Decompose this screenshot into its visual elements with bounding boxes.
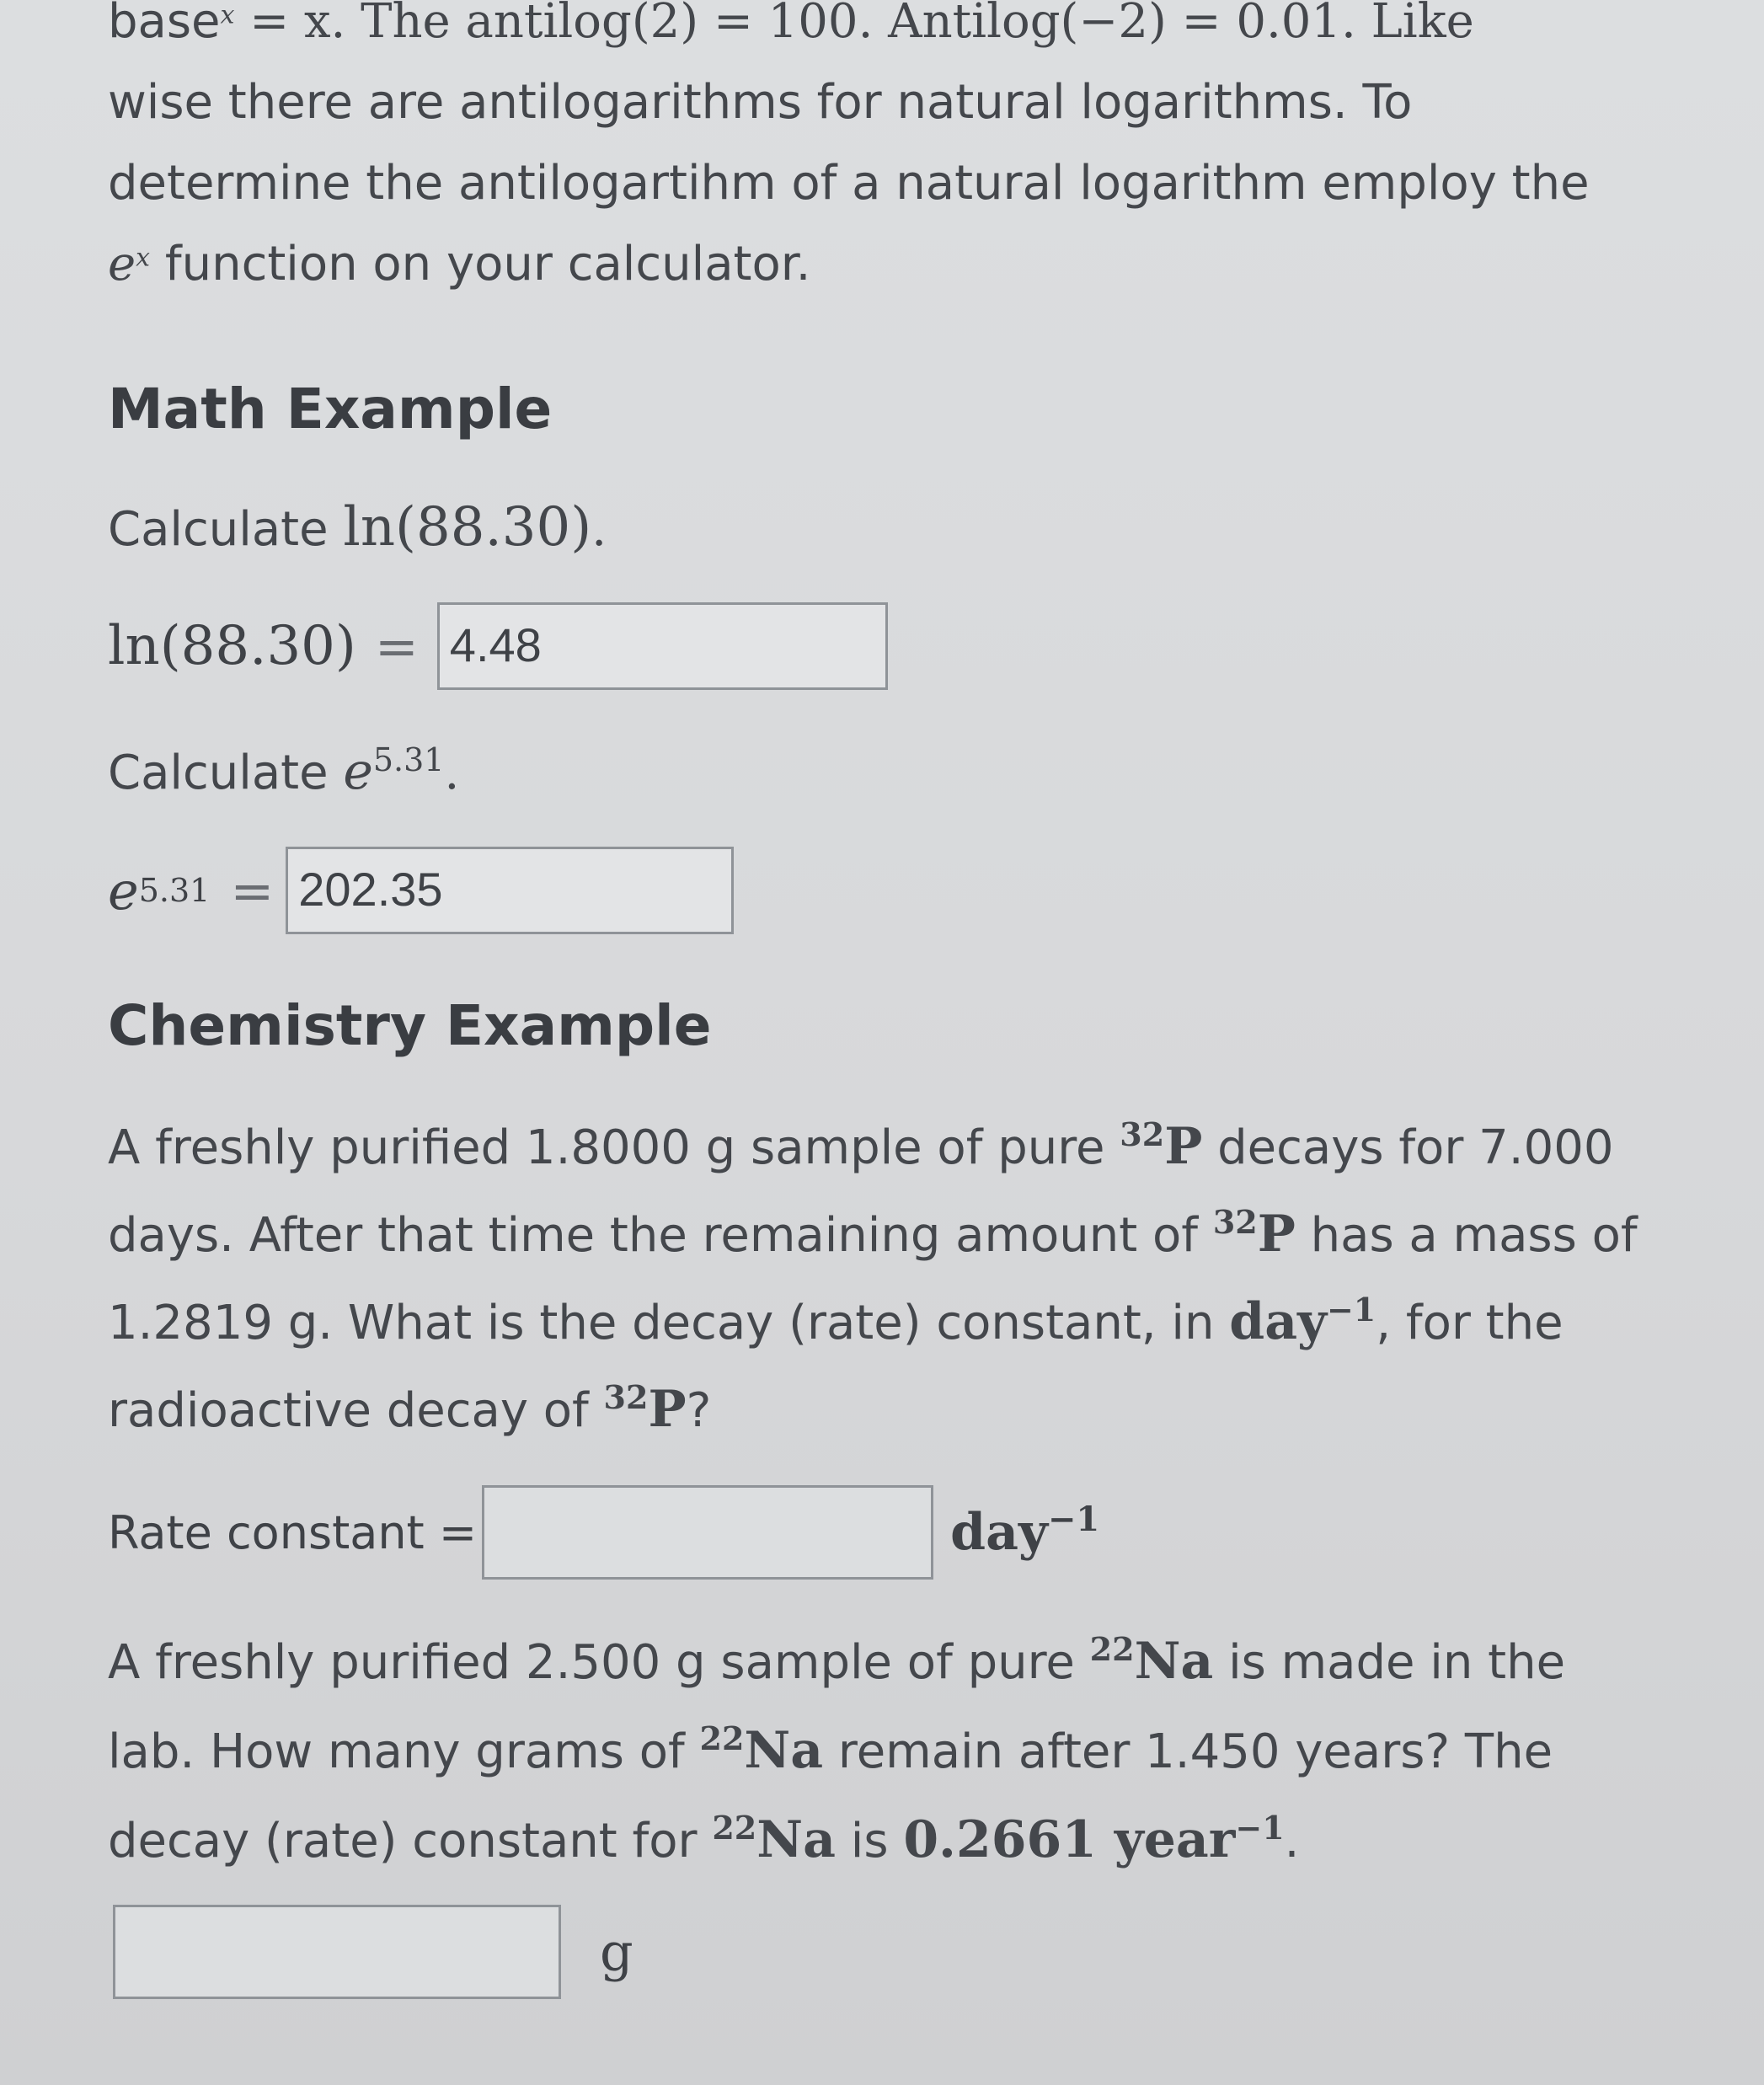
problem-1-line-4 <box>108 1366 1638 1454</box>
math-question-2 <box>108 731 459 814</box>
isotope-mass: 32 <box>603 1378 649 1417</box>
intro-text: function on your calculator. <box>150 237 811 291</box>
answer-label: ln(88.30) <box>108 615 356 677</box>
ln-answer-field[interactable]: 4.48 <box>437 602 888 690</box>
intro-line-2: wise there are antilogarithms for natural logarithms. To <box>108 75 1413 130</box>
element-symbol: P <box>1257 1205 1296 1264</box>
problem-text: , for the <box>1376 1296 1564 1350</box>
problem-text: A freshly purified 2.500 g sample of pure <box>108 1635 1090 1690</box>
problem-text: radioactive decay of <box>108 1383 604 1438</box>
question-prefix: Calculate <box>108 746 344 800</box>
problem-1-line-2 <box>108 1191 1638 1279</box>
problem-text: is made in the <box>1213 1635 1566 1690</box>
rate-constant-row <box>108 1486 1099 1579</box>
e-symbol: e <box>343 742 373 801</box>
problem-text: days. After that time the remaining amount of <box>108 1208 1213 1263</box>
intro-line-3: determine the antilogartihm of a natural logarithm employ the <box>108 156 1590 211</box>
intro-text: = x. The antilog(2) = 100. Antilog(−2) = 0.01. Like <box>234 0 1474 49</box>
unit-day: day <box>950 1503 1048 1562</box>
unit-exponent: −1 <box>1326 1291 1376 1329</box>
e-symbol: e <box>108 859 139 922</box>
problem-text: . <box>1284 1814 1300 1868</box>
question-suffix: . <box>591 502 607 557</box>
e-symbol: e <box>108 237 136 291</box>
isotope-mass: 22 <box>712 1809 757 1847</box>
intro-text: base <box>108 0 221 49</box>
problem-text: A freshly purified 1.8000 g sample of pure <box>108 1120 1120 1175</box>
problem-text: decays for 7.000 <box>1202 1120 1614 1175</box>
rate-constant-input[interactable] <box>482 1485 933 1580</box>
grams-unit: g <box>600 1921 633 1983</box>
element-symbol: P <box>648 1380 687 1439</box>
chem-problem-1 <box>108 1104 1638 1454</box>
problem-text: ? <box>686 1383 712 1438</box>
problem-text: 1.2819 g. What is the decay (rate) constant, in <box>108 1296 1230 1350</box>
unit-exponent: −1 <box>1235 1809 1285 1847</box>
problem-text: has a mass of <box>1295 1208 1638 1263</box>
problem-text: remain after 1.450 years? The <box>823 1724 1553 1779</box>
problem-1-line-1 <box>108 1104 1638 1191</box>
question-prefix: Calculate <box>108 502 344 557</box>
problem-text: lab. How many grams of <box>108 1724 700 1779</box>
element-symbol: Na <box>756 1810 836 1869</box>
intro-line-1 <box>108 0 1590 62</box>
math-answer-row-1 <box>108 600 888 692</box>
element-symbol: P <box>1164 1117 1203 1176</box>
math-answer-row-2: e 5.31 = 202.35 <box>108 844 734 937</box>
decay-constant-value: 0.2661 year <box>903 1810 1236 1869</box>
problem-2-line-2 <box>108 1707 1565 1796</box>
unit-day: day <box>1229 1292 1327 1351</box>
problem-text: is <box>835 1814 904 1868</box>
exp-answer-field[interactable]: 202.35 <box>286 847 734 934</box>
intro-paragraph <box>108 0 1590 305</box>
isotope-mass: 32 <box>1212 1203 1258 1242</box>
question-suffix: . <box>444 746 460 800</box>
isotope-mass: 22 <box>1089 1630 1135 1669</box>
exponent: 5.31 <box>372 741 445 779</box>
math-example-heading: Math Example <box>108 377 553 441</box>
equals-sign: = <box>374 615 419 677</box>
rate-constant-unit <box>950 1500 1100 1562</box>
x-superscript: x <box>136 243 151 273</box>
element-symbol: Na <box>1134 1632 1214 1691</box>
grams-answer-row <box>113 1906 633 1998</box>
rate-constant-label: Rate constant = <box>108 1505 478 1559</box>
intro-superscript: x <box>220 0 235 30</box>
isotope-mass: 22 <box>699 1719 745 1758</box>
chem-problem-2 <box>108 1617 1565 1885</box>
problem-text: decay (rate) constant for <box>108 1814 713 1868</box>
problem-1-line-3 <box>108 1279 1638 1366</box>
math-question-1 <box>108 487 607 570</box>
isotope-mass: 32 <box>1120 1115 1165 1154</box>
problem-2-line-3 <box>108 1796 1565 1885</box>
problem-2-line-1 <box>108 1617 1565 1707</box>
chemistry-example-heading: Chemistry Example <box>108 993 712 1058</box>
intro-line-4 <box>108 224 1590 305</box>
element-symbol: Na <box>744 1721 824 1780</box>
question-expression: ln(88.30) <box>343 496 592 559</box>
grams-remaining-input[interactable] <box>113 1905 561 1999</box>
equals-sign: = <box>230 859 275 922</box>
unit-exponent: −1 <box>1047 1500 1100 1539</box>
